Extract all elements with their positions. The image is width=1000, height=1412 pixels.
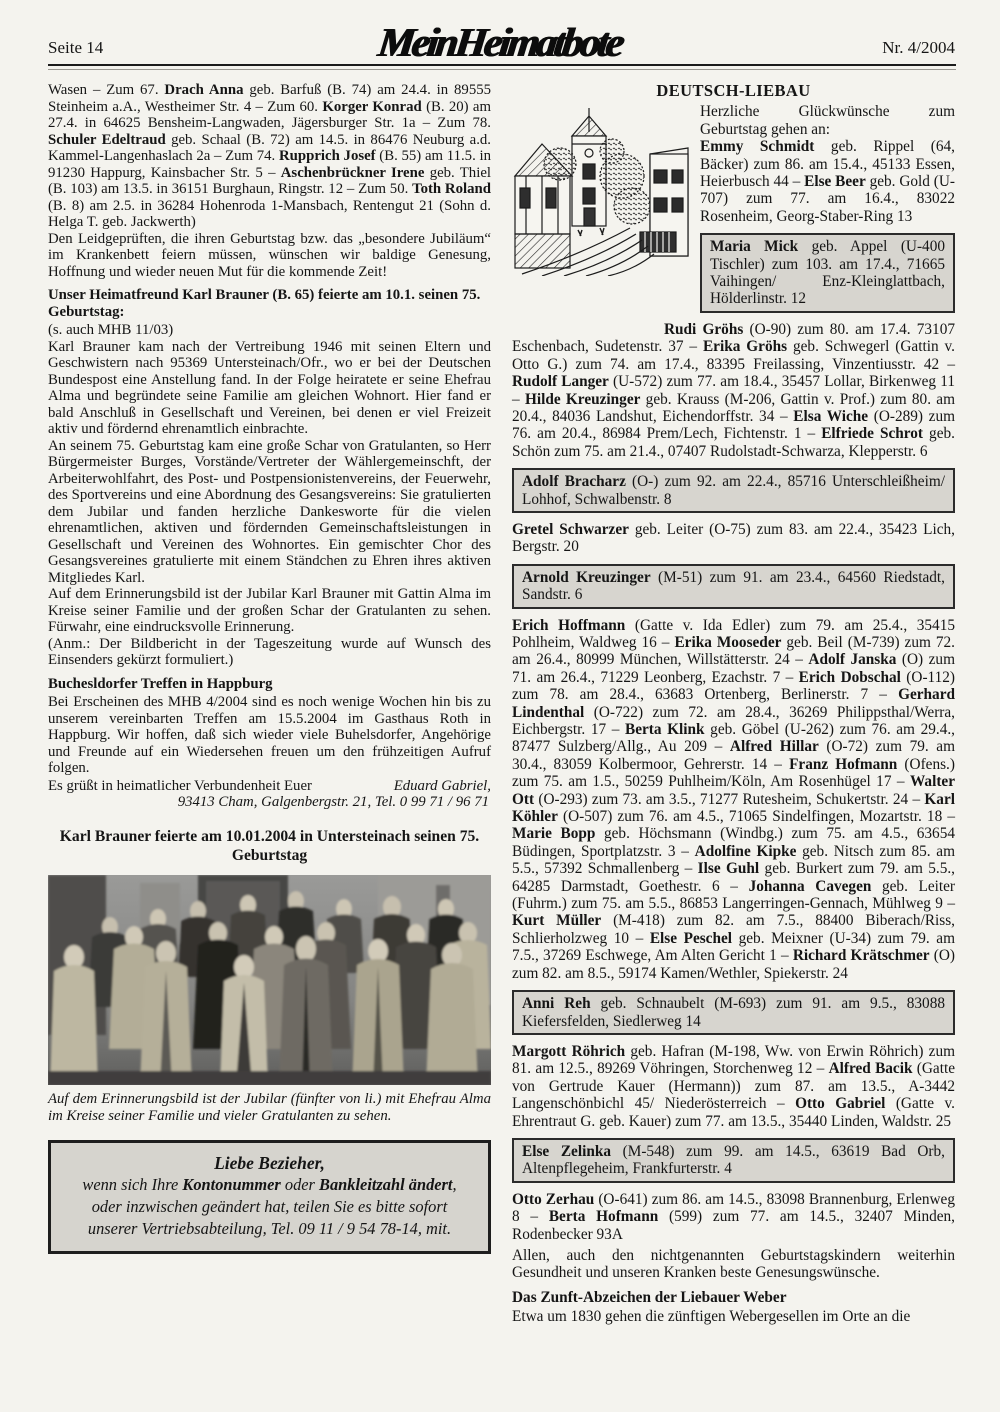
- karl-brauner-paragraph-3: Auf dem Erinnerungsbild ist der Jubilar Karl Brauner mit Gattin Alma im Kreise seiner Familie und der großen Schar der Gratulanten zu sehen. Fürwahr, eine eindrucksvolle Erinnerung.: [48, 586, 491, 635]
- page-number-label: Seite 14: [48, 38, 104, 57]
- arnold-kreuzinger-text: Arnold Kreuzinger (M-51) zum 91. am 23.4., 64560 Riedstadt, Sandstr. 6: [522, 568, 945, 604]
- notice-line-3: unserer Vertriebsabteilung, Tel. 09 11 / 9 54 78-14, mit.: [87, 1218, 452, 1238]
- maria-mick-text: Maria Mick geb. Appel (U-400 Tischler) zum 103. am 17.4., 71665 Vaihingen/ Enz-Kleinglattbach, Hölderlinstr. 12: [710, 238, 945, 308]
- karl-brauner-heading: Unser Heimatfreund Karl Brauner (B. 65) feierte am 10.1. seinen 75. Geburtstag:: [48, 287, 481, 320]
- right-column: [512, 82, 955, 1326]
- closing-address: 93413 Cham, Galgenbergstr. 21, Tel. 0 99 71 / 96 71: [177, 794, 489, 810]
- photo-caption: Auf dem Erinnerungsbild ist der Jubilar (fünfter von li.) mit Ehefrau Alma im Kreise seiner Familie und vieler Gratulanten zu sehen.: [48, 1090, 491, 1124]
- adolf-bracharz-text: Adolf Bracharz (O-) zum 92. am 22.4., 85716 Unterschleißheim/ Lohhof, Schwalbenstr. 8: [522, 473, 945, 508]
- notice-title: Liebe Bezieher,: [214, 1152, 325, 1173]
- photo-article-heading: Karl Brauner feierte am 10.01.2004 in Untersteinach seinen 75. Geburtstag: [59, 827, 480, 864]
- adolf-bracharz-box: [512, 468, 955, 513]
- karl-brauner-paragraph-2: An seinem 75. Geburtstag kam eine große Schar von Gratulanten, so Herr Bürgermeister Burges, Vorstände/Vertreter der Wählergemeinschft, der Arbeiterwohlfahrt, des Post- und Postpensionistenvereins, der Feuerwehr, des Sportvereins und eine Abordnung des Gesangsvereins: Sie gratulierten dem Jubilar und fanden herzliche Dankesworte für die vielen ehrenamtlichen, aktiven und fördernden Gemeinschaftsleistungen in Gesellschaft und Vereinen des Wohnortes. Ein gemischter Chor des Gesangsvereines gratulierte mit einem Ständchen zu Ehren ihres aktiven Mitgliedes Karl.: [48, 437, 491, 586]
- closing-signature: Eduard Gabriel,: [393, 777, 491, 794]
- notice-line-2: oder inzwischen geändert hat, teilen Sie es bitte sofort: [91, 1196, 448, 1216]
- deutsch-liebau-heading: DEUTSCH-LIEBAU: [656, 81, 811, 100]
- zunft-paragraph: Etwa um 1830 gehen die zünftigen Webergesellen im Orte an die: [512, 1308, 911, 1326]
- else-zelinka-box: [512, 1138, 955, 1183]
- karl-brauner-note: (s. auch MHB 11/03): [48, 322, 174, 338]
- subscriber-notice-box: [48, 1140, 491, 1254]
- allen-paragraph: Allen, auch den nichtgenannten Geburtstagskindern weiterhin Gesundheit und unseren Kranken beste Genesungswünsche.: [512, 1246, 955, 1282]
- closing-line: [48, 778, 491, 795]
- erich-paragraph: Erich Hoffmann (Gatte v. Ida Edler) zum 79. am 25.4., 35415 Pohlheim, Waldweg 16 – Erika Mooseder geb. Beil (M-739) zum 72. am 26.4., 80999 München, Willstätterstr. 24 – Adolf Janska (O) zum 71. am 26.4., 71229 Leonberg, Ezachstr. 7 – Erich Dobschal (O-112) zum 78. am 28.4., 63683 Ortenberg, Berlinerstr. 7 – Gerhard Lindenthal (O-722) zum 72. am 28.4., 36269 Philippsthal/Werra, Eichbergstr. 17 – Berta Klink geb. Göbel (U-262) zum 76. am 29.4., 87477 Sulzberg/Allg., Au 209 – Alfred Hillar (O-72) zum 79. am 30.4., 83059 Kolbermoor, Gehrerstr. 14 – Franz Hofmann (Ofens.) zum 75. am 1.5., 50259 Puhlheim/Köln, Am Rosenhügel 17 – Walter Ott (O-293) zum 73. am 3.5., 71277 Rutesheim, Schukertstr. 24 – Karl Köhler (O-507) zum 76. am 4.5., 71065 Sindelfingen, Mozartstr. 18 – Marie Bopp geb. Höchsmann (Windbg.) zum 75. am 4.5., 63654 Büdingen, Sportplatzstr. 3 – Adolfine Kipke geb. Nitsch zum 85. am 5.5., 57392 Schmallenberg – Ilse Guhl geb. Burkert zum 79. am 5.5., 64285 Darmstadt, Goethestr. 6 – Johanna Cavegen geb. Leiter (Fuhrm.) zum 75. am 5.5., 86853 Langerringen-Gennach, Mühlweg 9 – Kurt Müller (M-418) zum 82. am 7.5., 88400 Biberach/Riss, Schlierholzweg 10 – Else Peschel geb. Meixner (U-34) zum 79. am 7.5., 37269 Eschwege, Am Alten Gericht 1 – Richard Krätschmer (O) zum 82. am 8.5., 59174 Kamen/Wethler, Spiekerstr. 24: [512, 616, 956, 982]
- header-rule: [48, 64, 956, 66]
- condolence-paragraph: Den Leidgeprüften, die ihren Geburtstag bzw. das „besondere Jubiläum“ im Krankenbett feiern müssen, wünschen wir baldige Genesung, Hoffnung und wieder neuen Mut für die kommende Zeit!: [48, 230, 491, 280]
- birthday-list-paragraph: Wasen – Zum 67. Drach Anna geb. Barfuß (B. 74) am 24.4. in 89555 Steinheim a.A., Westheimer Str. 4 – Zum 60. Korger Konrad (B. 20) am 27.4. in 64625 Bensheim-Langwaden, Jägersburger Str. 1a – Zum 78. Schuler Edeltraud geb. Schaal (B. 72) am 14.5. in 86476 Neuburg a.d. Kammel-Langenhaslach 2a – Zum 74. Rupprich Josef (B. 55) am 11.5. in 91230 Happurg, Kainsbacher Str. 5 – Aschenbrückner Irene geb. Thiel (B. 103) am 13.5. in 36151 Burghaun, Ringstr. 12 – Zum 50. Toth Roland (B. 8) am 2.5. in 36284 Hohenroda 1-Mansbach, Rentengut 21 (Sohn d. Helga T. geb. Jackwerth): [48, 82, 492, 230]
- rudi-paragraph: Rudi Gröhs (O-90) zum 80. am 17.4. 73107 Eschenbach, Sudetenstr. 37 – Erika Gröhs geb. Schwegerl (Gattin v. Otto G.) zum 74. am 17.4., 83395 Freilassing, Vinzentiusstr. 42 – Rudolf Langer (U-572) zum 77. am 18.4., 35457 Lollar, Birkenweg 11 – Hilde Kreuzinger geb. Krauss (M-206, Gattin v. Prof.) zum 80. am 20.4., 84036 Landshut, Eichendorffstr. 34 – Elsa Wiche (O-289) zum 76. am 20.4., 86984 Prem/Lech, Fichtenstr. 1 – Elfriede Schrot geb. Schön zum 75. am 21.4., 07407 Rudolstadt-Schwarza, Klepperstr. 6: [512, 320, 955, 460]
- left-column: [48, 82, 491, 1254]
- karl-brauner-paragraph-4: (Anm.: Der Bildbericht in der Tageszeitung wurde auf Wunsch des Einsenders gekürzt formuliert.): [48, 635, 491, 668]
- otto-zerhau-paragraph: Otto Zerhau (O-641) zum 86. am 14.5., 83098 Brannenburg, Erlenweg 8 – Berta Hofmann (599) zum 77. am 14.5., 32407 Minden, Rodenbecker 93A: [512, 1190, 955, 1243]
- else-zelinka-text: Else Zelinka (M-548) zum 99. am 14.5., 63619 Bad Orb, Altenpflegeheim, Frankfurterstr. 4: [522, 1142, 945, 1178]
- closing-text: Es grüßt in heimatlicher Verbundenheit Euer: [48, 777, 312, 794]
- karl-brauner-paragraph-1: Karl Brauner kam nach der Vertreibung 1946 mit seinen Eltern und Geschwistern nach 95369 Untersteinach/Ofr., wo er bei der Deutschen Bundespost eine Anstellung fand. In der Folge heiratete er seine Ehefrau Alma und begründete seine Familie am gleichen Wohnort. Hier fand er bald Anschluß in Gesellschaft und Vereinen, bei denen er viel Freizeit aktiv und fördernd ehrenamtlich einbrachte.: [48, 338, 491, 437]
- arnold-kreuzinger-box: [512, 564, 955, 609]
- margott-paragraph: Margott Röhrich geb. Hafran (M-198, Ww. von Erwin Röhrich) zum 81. am 12.5., 89269 Vöhringen, Storchenweg 12 – Alfred Bacik (Gatte von Gertrude Kauer (Hermann)) zum 87. am 13.5., A-3442 Langenschönbichl 45/ Niederösterreich – Otto Gabriel (Gatte v. Ehrentraut G. geb. Kauer) zum 77. am 13.5., 35440 Linden, Waldstr. 25: [512, 1042, 955, 1130]
- treffen-paragraph: Bei Erscheinen des MHB 4/2004 sind es noch wenige Wochen hin bis zu unserem vereinbarten Treffen am 15.5.2004 im Gasthaus Roth in Happburg. Wir hoffen, daß sich wieder viele Buhelsdorfer, Angehörige und Freunde auf ein Wiedersehen freuen um den frühzeitigen Aufruf folgen.: [48, 694, 491, 776]
- maria-mick-box: [700, 233, 955, 313]
- anni-reh-text: Anni Reh geb. Schnaubelt (M-693) zum 91. am 9.5., 83088 Kiefersfelden, Siedlerweg 14: [522, 995, 945, 1030]
- group-photo: [48, 875, 491, 1085]
- masthead-logo: MeinHeimatbote: [375, 19, 625, 65]
- issue-number-label: Nr. 4/2004: [882, 38, 955, 57]
- header-rule-echo: [48, 69, 956, 70]
- intro-paragraph: [512, 103, 955, 138]
- zunft-heading: Das Zunft-Abzeichen der Liebauer Weber: [512, 1288, 787, 1306]
- notice-line-1: wenn sich Ihre Kontonummer oder Bankleitzahl ändert,: [82, 1174, 457, 1194]
- gretel-paragraph: Gretel Schwarzer geb. Leiter (O-75) zum 83. am 22.4., 35423 Lich, Bergstr. 20: [512, 520, 955, 556]
- church-illustration: [512, 106, 690, 276]
- treffen-heading: Buchesldorfer Treffen in Happburg: [48, 675, 273, 692]
- anni-reh-box: [512, 990, 955, 1035]
- emmy-paragraph: Emmy Schmidt geb. Rippel (64, Bäcker) zum 86. am 15.4., 45133 Essen, Heierbusch 44 – Else Beer geb. Gold (U-707) zum 77. am 16.4., 83022 Rosenheim, Georg-Staber-Ring 13: [700, 138, 956, 225]
- intro-text: Herzliche Glückwünsche zum Geburtstag gehen an:: [700, 103, 955, 138]
